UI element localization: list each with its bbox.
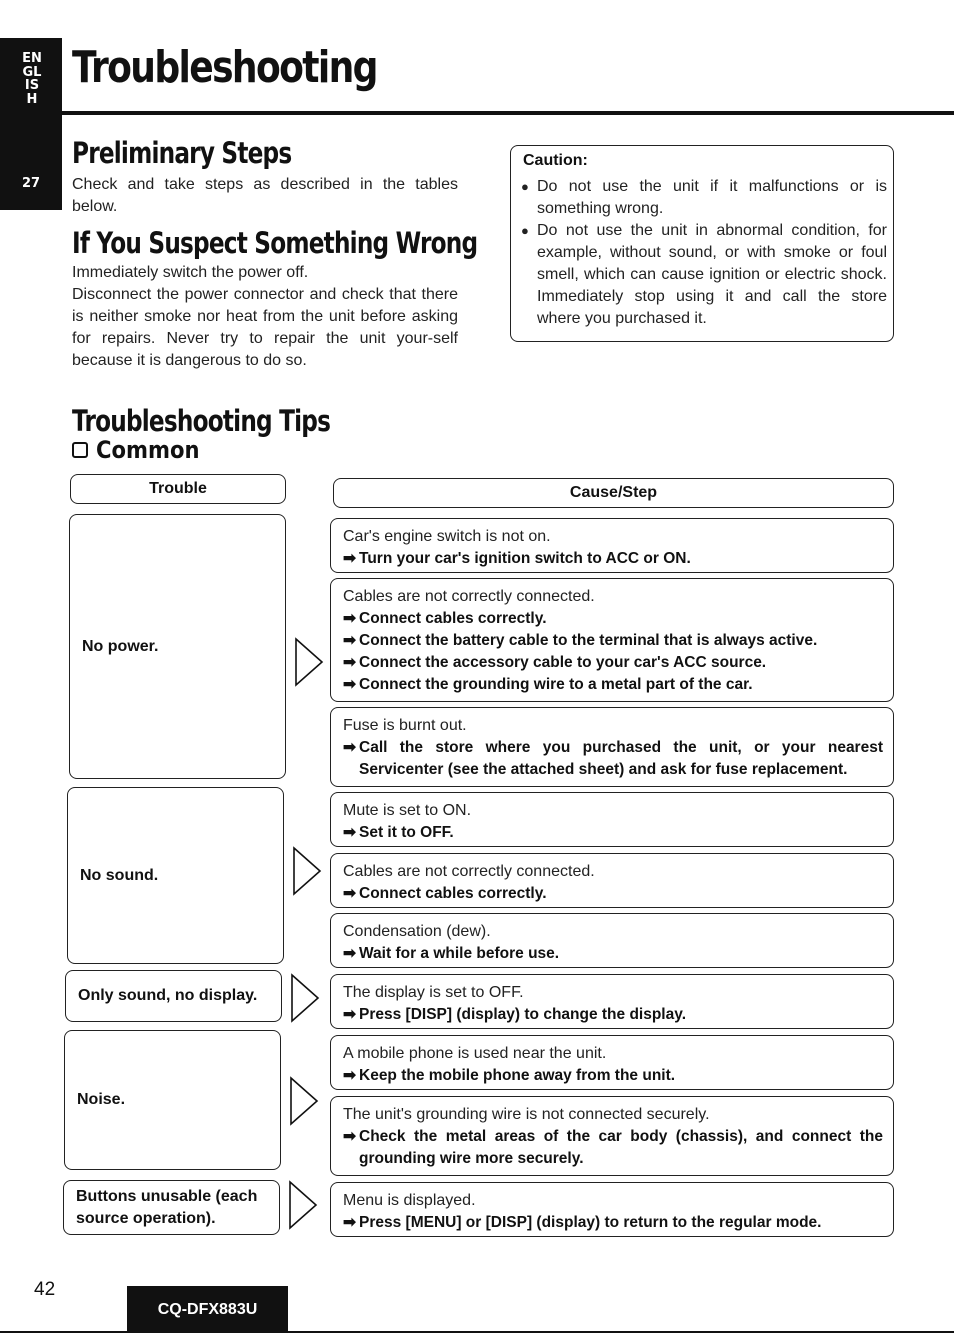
common-subheading	[72, 436, 214, 464]
checkbox-icon	[72, 442, 88, 458]
bullet-icon: ●	[521, 223, 529, 238]
cause-text: Cables are not correctly connected.	[343, 863, 595, 880]
preliminary-heading: Preliminary Steps	[72, 136, 292, 170]
language-label: ENGLISH	[22, 51, 42, 107]
arrow-right-icon: ➡	[343, 1214, 356, 1231]
cause-text: Cables are not correctly connected.	[343, 588, 595, 605]
step-text: ➡ Press [MENU] or [DISP] (display) to return to the regular mode.	[343, 1212, 883, 1234]
step-text: ➡ Connect the grounding wire to a metal part of the car.	[343, 674, 883, 696]
arrow-right-icon: ➡	[343, 824, 356, 841]
step-text: ➡ Connect the battery cable to the terminal that is always active.	[343, 630, 883, 652]
step-text: ➡ Set it to OFF.	[343, 822, 883, 844]
cause-box	[330, 1182, 894, 1237]
cause-box	[330, 913, 894, 968]
suspect-heading: If You Suspect Something Wrong	[72, 226, 478, 260]
suspect-line1: Immediately switch the power off.	[72, 264, 309, 281]
cause-text: The display is set to OFF.	[343, 984, 524, 1001]
cause-box	[330, 1035, 894, 1090]
arrow-right-icon: ➡	[343, 550, 356, 567]
cause-text: A mobile phone is used near the unit.	[343, 1045, 607, 1062]
cause-box	[330, 518, 894, 573]
title-rule	[62, 111, 954, 115]
page-title: Troubleshooting	[72, 42, 377, 93]
caution-list	[521, 176, 887, 330]
cause-text: Fuse is burnt out.	[343, 717, 467, 734]
arrow-right-icon: ➡	[343, 885, 356, 902]
trouble-noise: Noise.	[64, 1030, 281, 1170]
step-text: ➡ Wait for a while before use.	[343, 943, 883, 965]
arrow-right-icon: ➡	[343, 945, 356, 962]
caution-title: Caution:	[523, 152, 588, 169]
step-text: ➡ Connect cables correctly.	[343, 608, 883, 630]
step-text: ➡ Turn your car's ignition switch to ACC or ON.	[343, 548, 883, 570]
caution-item: ● Do not use the unit in abnormal condition, for example, without sound, or with smoke or foul smell, which can cause ignition or electric shock. Immediately stop using it and call the store where you purchased it.	[521, 222, 887, 327]
trouble-no-display: Only sound, no display.	[65, 970, 282, 1022]
cause-text: Mute is set to ON.	[343, 802, 472, 819]
cause-text: Condensation (dew).	[343, 923, 491, 940]
step-text: ➡ Check the metal areas of the car body (chassis), and connect the grounding wire more securely.	[343, 1128, 883, 1167]
page-number: 42	[34, 1279, 56, 1300]
triangle-arrow-icon	[292, 846, 322, 896]
triangle-arrow-icon	[290, 973, 320, 1023]
caution-box	[510, 145, 894, 342]
cause-box	[330, 1096, 894, 1176]
common-subheading-text: Common	[96, 436, 200, 464]
triangle-arrow-icon	[294, 637, 324, 687]
model-badge: CQ-DFX883U	[127, 1286, 288, 1333]
triangle-arrow-icon	[288, 1180, 318, 1230]
arrow-right-icon: ➡	[343, 610, 356, 627]
triangle-arrow-icon	[289, 1076, 319, 1126]
cause-box	[330, 578, 894, 702]
preliminary-text: Check and take steps as described in the tables below.	[72, 176, 458, 215]
step-text: ➡ Connect the accessory cable to your car's ACC source.	[343, 652, 883, 674]
trouble-no-sound: No sound.	[67, 787, 284, 964]
trouble-column-header: Trouble	[70, 474, 286, 504]
language-side-tab	[0, 38, 62, 210]
cause-text: Car's engine switch is not on.	[343, 528, 551, 545]
tips-heading: Troubleshooting Tips	[72, 404, 331, 438]
arrow-right-icon: ➡	[343, 632, 356, 649]
arrow-right-icon: ➡	[343, 1006, 356, 1023]
cause-text: Menu is displayed.	[343, 1192, 476, 1209]
step-text: ➡ Press [DISP] (display) to change the display.	[343, 1004, 883, 1026]
cause-column-header: Cause/Step	[333, 478, 894, 508]
arrow-right-icon: ➡	[343, 654, 356, 671]
arrow-right-icon: ➡	[343, 676, 356, 693]
caution-item: ● Do not use the unit if it malfunctions or is something wrong.	[521, 178, 887, 217]
step-text: ➡ Connect cables correctly.	[343, 883, 883, 905]
trouble-buttons-unusable: Buttons unusable (each source operation).	[63, 1180, 280, 1235]
cause-box	[330, 974, 894, 1029]
step-text: ➡ Call the store where you purchased the unit, or your nearest Servicenter (see the attached sheet) and ask for fuse replacement.	[343, 739, 883, 778]
arrow-right-icon: ➡	[343, 739, 356, 756]
cause-text: The unit's grounding wire is not connected securely.	[343, 1106, 710, 1123]
step-text: ➡ Keep the mobile phone away from the unit.	[343, 1065, 883, 1087]
section-number: 27	[21, 176, 41, 191]
cause-box	[330, 853, 894, 908]
arrow-right-icon: ➡	[343, 1128, 356, 1145]
bullet-icon: ●	[521, 179, 529, 194]
cause-box	[330, 707, 894, 787]
trouble-no-power: No power.	[69, 514, 286, 779]
suspect-text: Disconnect the power connector and check that there is neither smoke nor heat from the unit before asking for repairs. Never try to repair the unit your-self because it is dangerous to do so.	[72, 286, 458, 369]
cause-box	[330, 792, 894, 847]
arrow-right-icon: ➡	[343, 1067, 356, 1084]
